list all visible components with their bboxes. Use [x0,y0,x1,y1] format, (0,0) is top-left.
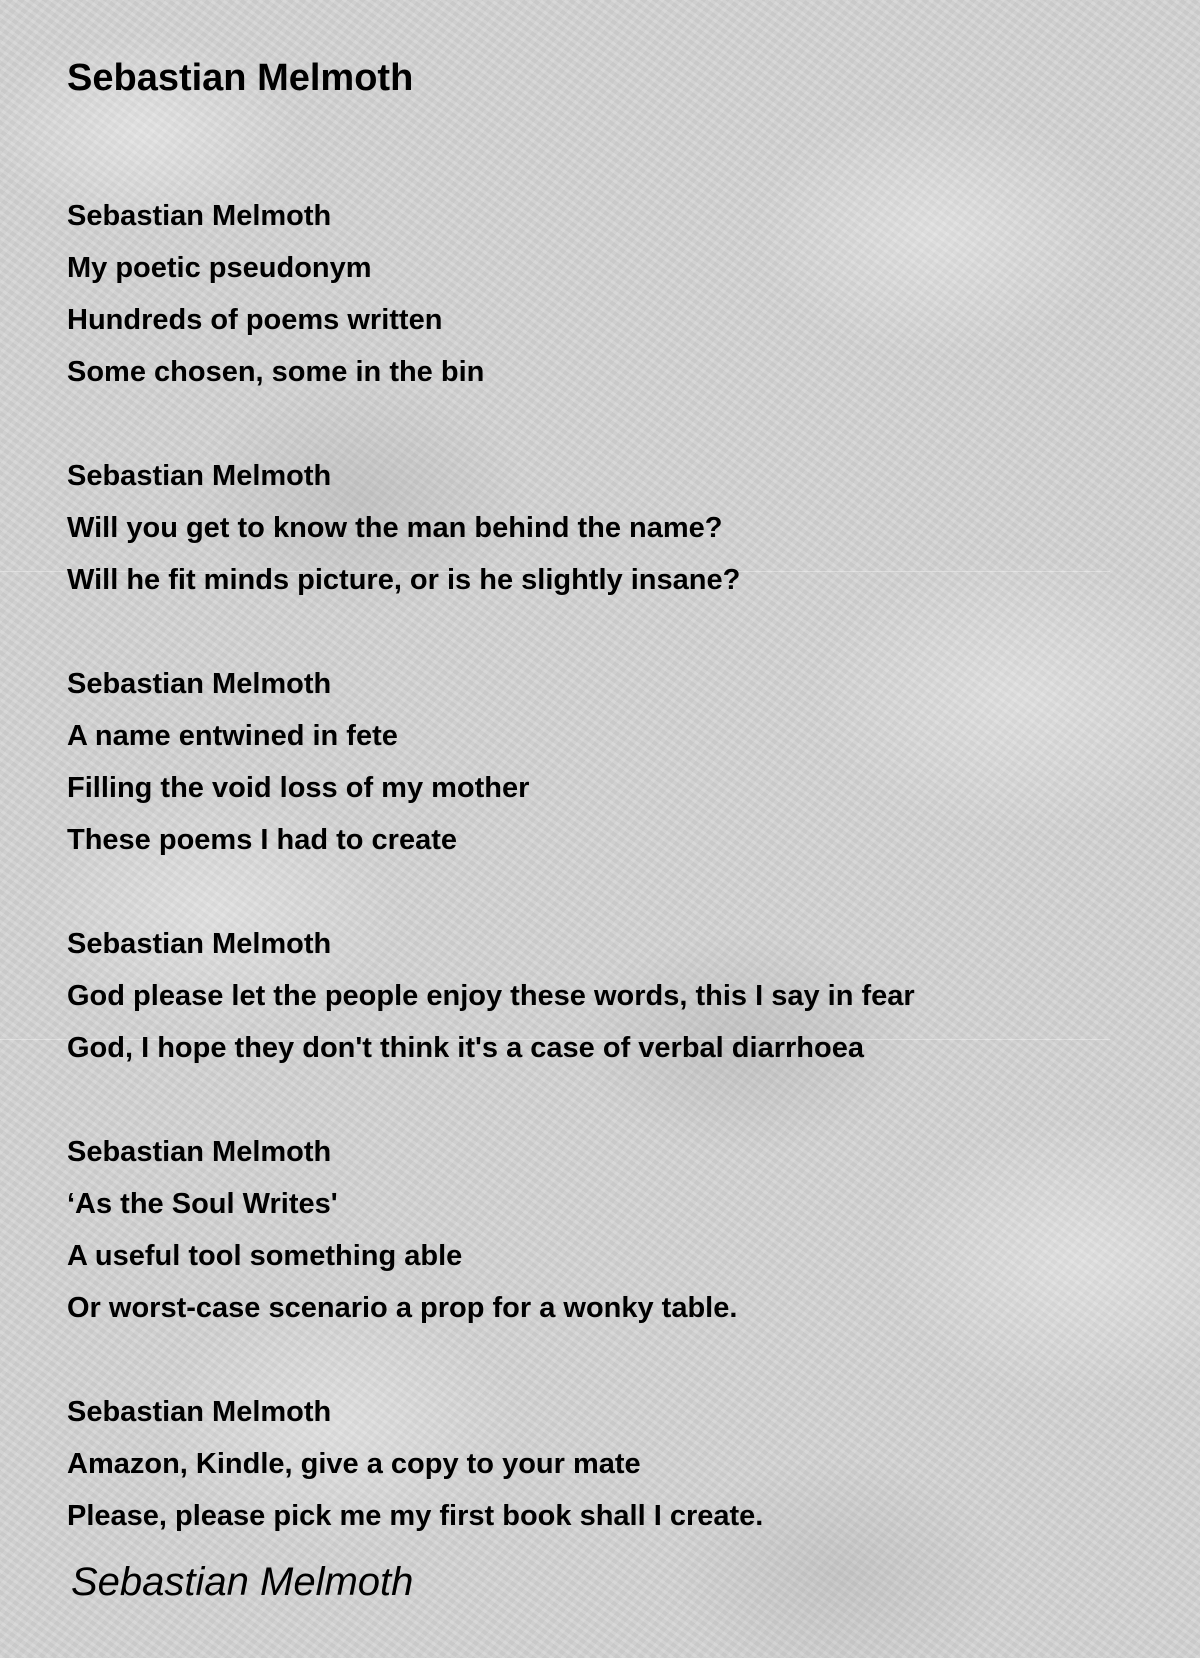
poem-line: Some chosen, some in the bin [67,356,485,388]
poem-line: God please let the people enjoy these words, this I say in fear [67,980,915,1012]
poem-line: Sebastian Melmoth [67,668,332,700]
poem [67,48,1147,1542]
poem-body [67,190,1147,1542]
poem-line: Will he fit minds picture, or is he slightly insane? [67,564,741,596]
stanza-gap [67,398,1147,450]
stanza [67,190,1147,398]
poem-line: Filling the void loss of my mother [67,772,530,804]
stanza-gap [67,1334,1147,1386]
poem-line: Sebastian Melmoth [67,200,332,232]
stanza [67,918,1147,1074]
poem-line: My poetic pseudonym [67,252,372,284]
poem-line: Sebastian Melmoth [67,460,332,492]
stanza [67,1126,1147,1334]
poem-line: A useful tool something able [67,1240,463,1272]
stanza [67,658,1147,866]
poem-line: Amazon, Kindle, give a copy to your mate [67,1448,641,1480]
stanza-gap [67,1074,1147,1126]
stanza [67,1386,1147,1542]
poem-line: Please, please pick me my first book shall I create. [67,1500,764,1532]
stanza-gap [67,866,1147,918]
poem-line: Sebastian Melmoth [67,928,332,960]
poem-line: God, I hope they don't think it's a case of verbal diarrhoea [67,1032,864,1064]
poem-line: Or worst-case scenario a prop for a wonky table. [67,1292,738,1324]
poem-title: Sebastian Melmoth [67,57,414,99]
poem-line: These poems I had to create [67,824,458,856]
poem-line: Sebastian Melmoth [67,1136,332,1168]
poem-line: A name entwined in fete [67,720,398,752]
poem-line: Will you get to know the man behind the name? [67,512,723,544]
poem-line: Sebastian Melmoth [67,1396,332,1428]
poem-line: Hundreds of poems written [67,304,443,336]
poem-author: Sebastian Melmoth [71,1560,414,1604]
stanza [67,450,1147,606]
stanza-gap [67,606,1147,658]
poem-line: ‘As the Soul Writes' [67,1188,338,1220]
